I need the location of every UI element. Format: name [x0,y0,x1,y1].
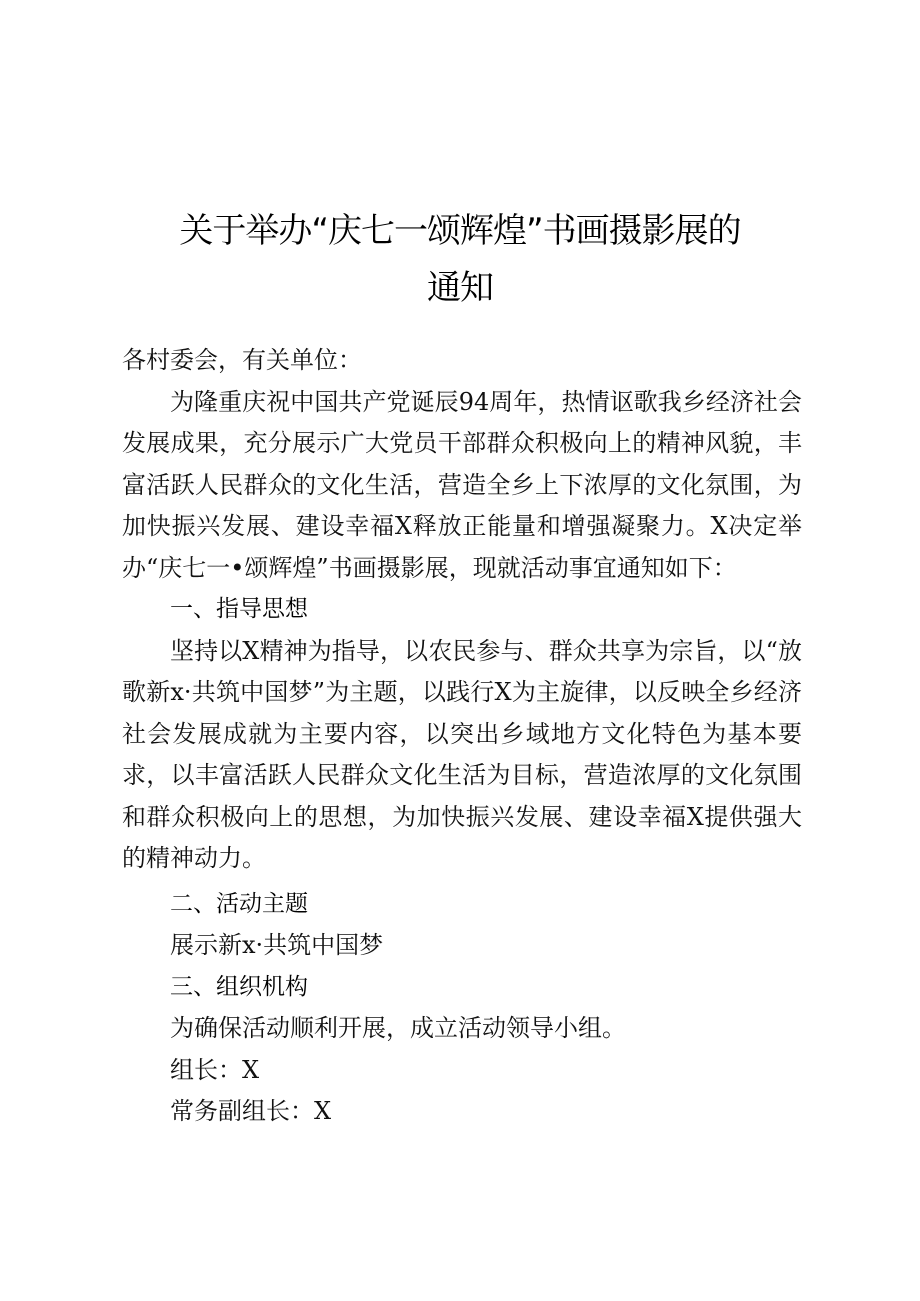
document-body [122,340,802,1133]
section-heading-guiding-thought: 一、指导思想 [170,596,308,622]
salutation: 各村委会，有关单位： [122,346,362,374]
organization-paragraph: 为确保活动顺利开展，成立活动领导小组。 [170,1014,626,1042]
section-heading-theme: 二、活动主题 [170,890,308,917]
theme-paragraph: 展示新x·共筑中国梦 [170,931,384,959]
guiding-thought-paragraph: 坚持以X精神为指导，以农民参与、群众共享为宗旨，以“放歌新x·共筑中国梦”为主题，以践行X为主旋律，以反映全乡经济社会发展成就为主要内容，以突出乡域地方文化特色为基本要求，以丰富活跃人民群众文化生活为目标，营造浓厚的文化氛围和群众积极向上的思想，为加快振兴发展、建设幸福X提供强大的精神动力。 [122,636,802,872]
intro-paragraph: 为隆重庆祝中国共产党诞辰94周年，热情讴歌我乡经济社会发展成果，充分展示广大党员干部群众积极向上的精神风貌，丰富活跃人民群众的文化生活，营造全乡上下浓厚的文化氛围，为加快振兴发展、建设幸福X释放正能量和增强凝聚力。X决定举办“庆七一•颂辉煌”书画摄影展，现就活动事宜通知如下： [122,387,802,582]
leader-line: 组长：X [170,1055,260,1084]
section-heading-organization: 三、组织机构 [170,973,308,1000]
document-title-line-1: 关于举办“庆七一颂辉煌”书画摄影展的 [179,211,741,251]
document-title-line-2: 通知 [427,268,493,308]
deputy-leader-line: 常务副组长：X [170,1097,332,1125]
